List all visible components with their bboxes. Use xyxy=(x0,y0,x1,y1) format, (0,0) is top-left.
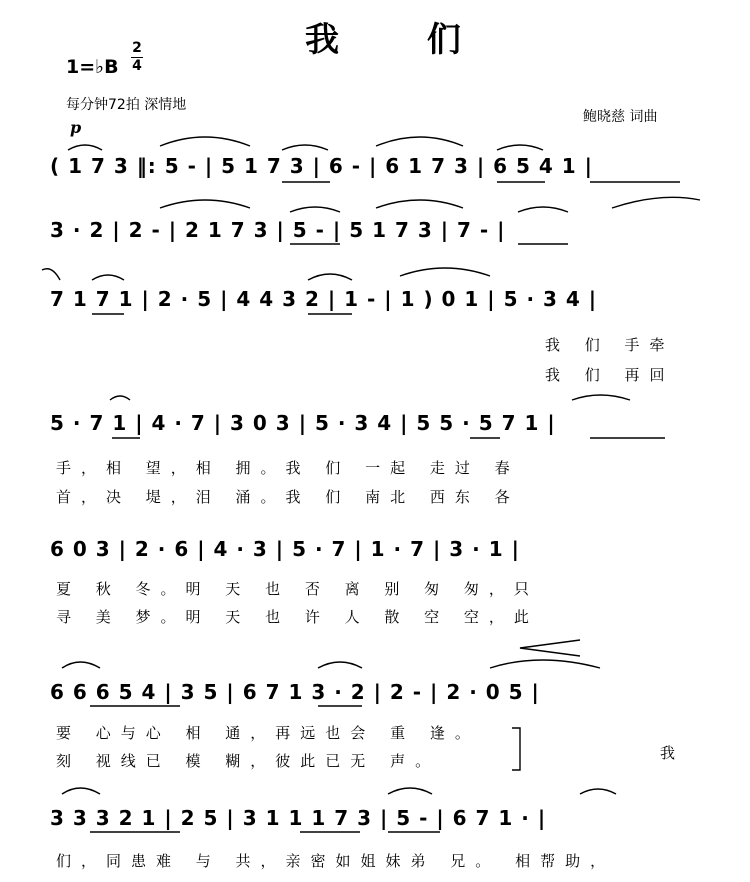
time-signature-bottom: 4 xyxy=(132,58,142,74)
crescendo-mark xyxy=(520,640,580,656)
slur-mark xyxy=(490,660,600,668)
slur-mark xyxy=(110,396,130,400)
tempo-marking: 每分钟72拍 深情地 xyxy=(66,97,187,113)
lyric-line-7a: 们，同患难 与 共，亲密如姐妹弟 兄。 相帮助， xyxy=(56,852,616,870)
notation-line-2: 3 · 2 | 2 - | 2 1 7 3 | 5 - | 5 1 7 3 | 7 - | xyxy=(50,218,506,242)
lyric-line-3a: 我 们 手牵 xyxy=(545,336,675,354)
notation-line-6: 6 6 6 5 4 | 3 5 | 6 7 1 3 · 2 | 2 - | 2 · 0 5 | xyxy=(50,680,540,704)
lyric-line-6b: 刻 视线已 模 糊，彼此已无 声。 xyxy=(56,752,441,770)
slur-mark xyxy=(62,662,100,668)
triplet-mark xyxy=(388,788,432,794)
lyric-line-6a: 要 心与心 相 通，再远也会 重 逢。 xyxy=(56,724,480,742)
triplet-mark xyxy=(68,145,102,150)
side-lyric: 我 xyxy=(660,744,686,762)
triplet-mark xyxy=(282,145,328,150)
slur-mark xyxy=(42,269,60,280)
key-signature: 1=♭B xyxy=(66,56,119,78)
slur-mark xyxy=(160,137,250,146)
lyric-line-5a: 夏 秋 冬。明 天 也 否 离 别 匆 匆，只 xyxy=(56,580,539,598)
time-signature-top: 2 xyxy=(132,40,142,56)
triplet-mark xyxy=(308,274,352,280)
notation-line-3: 7 1 7 1 | 2 · 5 | 4 4 3 2 | 1 - | 1 ) 0 1 | 5 · 3 4 | xyxy=(50,287,598,311)
notation-line-4: 5 · 7 1 | 4 · 7 | 3 0 3 | 5 · 3 4 | 5 5 · 5 7 1 | xyxy=(50,411,556,435)
lyric-line-4a: 手，相 望，相 拥。我 们 一起 走过 春 xyxy=(56,459,520,477)
triplet-mark xyxy=(290,207,340,212)
notation-line-7: 3 3 3 2 1 | 2 5 | 3 1 1 1 7 3 | 5 - | 6 7 1 · | xyxy=(50,806,547,830)
dynamic-marking: p xyxy=(70,118,82,137)
notation-line-5: 6 0 3 | 2 · 6 | 4 · 3 | 5 · 7 | 1 · 7 | 3 · 1 | xyxy=(50,537,520,561)
slur-mark xyxy=(612,197,700,208)
triplet-mark xyxy=(518,207,568,212)
slur-mark xyxy=(400,268,490,276)
triplet-mark xyxy=(318,662,362,668)
notation-line-1: ( 1 7 3 ‖: 5 - | 5 1 7 3 | 6 - | 6 1 7 3 | 6 5 4 1 | xyxy=(50,154,593,178)
triplet-mark xyxy=(92,275,124,280)
song-title: 我 们 xyxy=(305,20,499,60)
verse-bracket xyxy=(512,728,520,770)
slur-mark xyxy=(376,137,463,146)
slur-mark xyxy=(62,788,100,794)
slur-mark xyxy=(580,789,616,794)
slur-mark xyxy=(160,200,250,208)
lyric-line-4b: 首，决 堤，泪 涌。我 们 南北 西东 各 xyxy=(56,488,520,506)
lyric-line-5b: 寻 美 梦。明 天 也 许 人 散 空 空，此 xyxy=(56,608,539,626)
triplet-mark xyxy=(497,145,543,150)
slur-mark xyxy=(572,395,630,400)
lyric-line-3b: 我 们 再回 xyxy=(545,366,675,384)
author-credit: 鲍晓慈 词曲 xyxy=(583,109,658,125)
slur-mark xyxy=(376,200,463,208)
